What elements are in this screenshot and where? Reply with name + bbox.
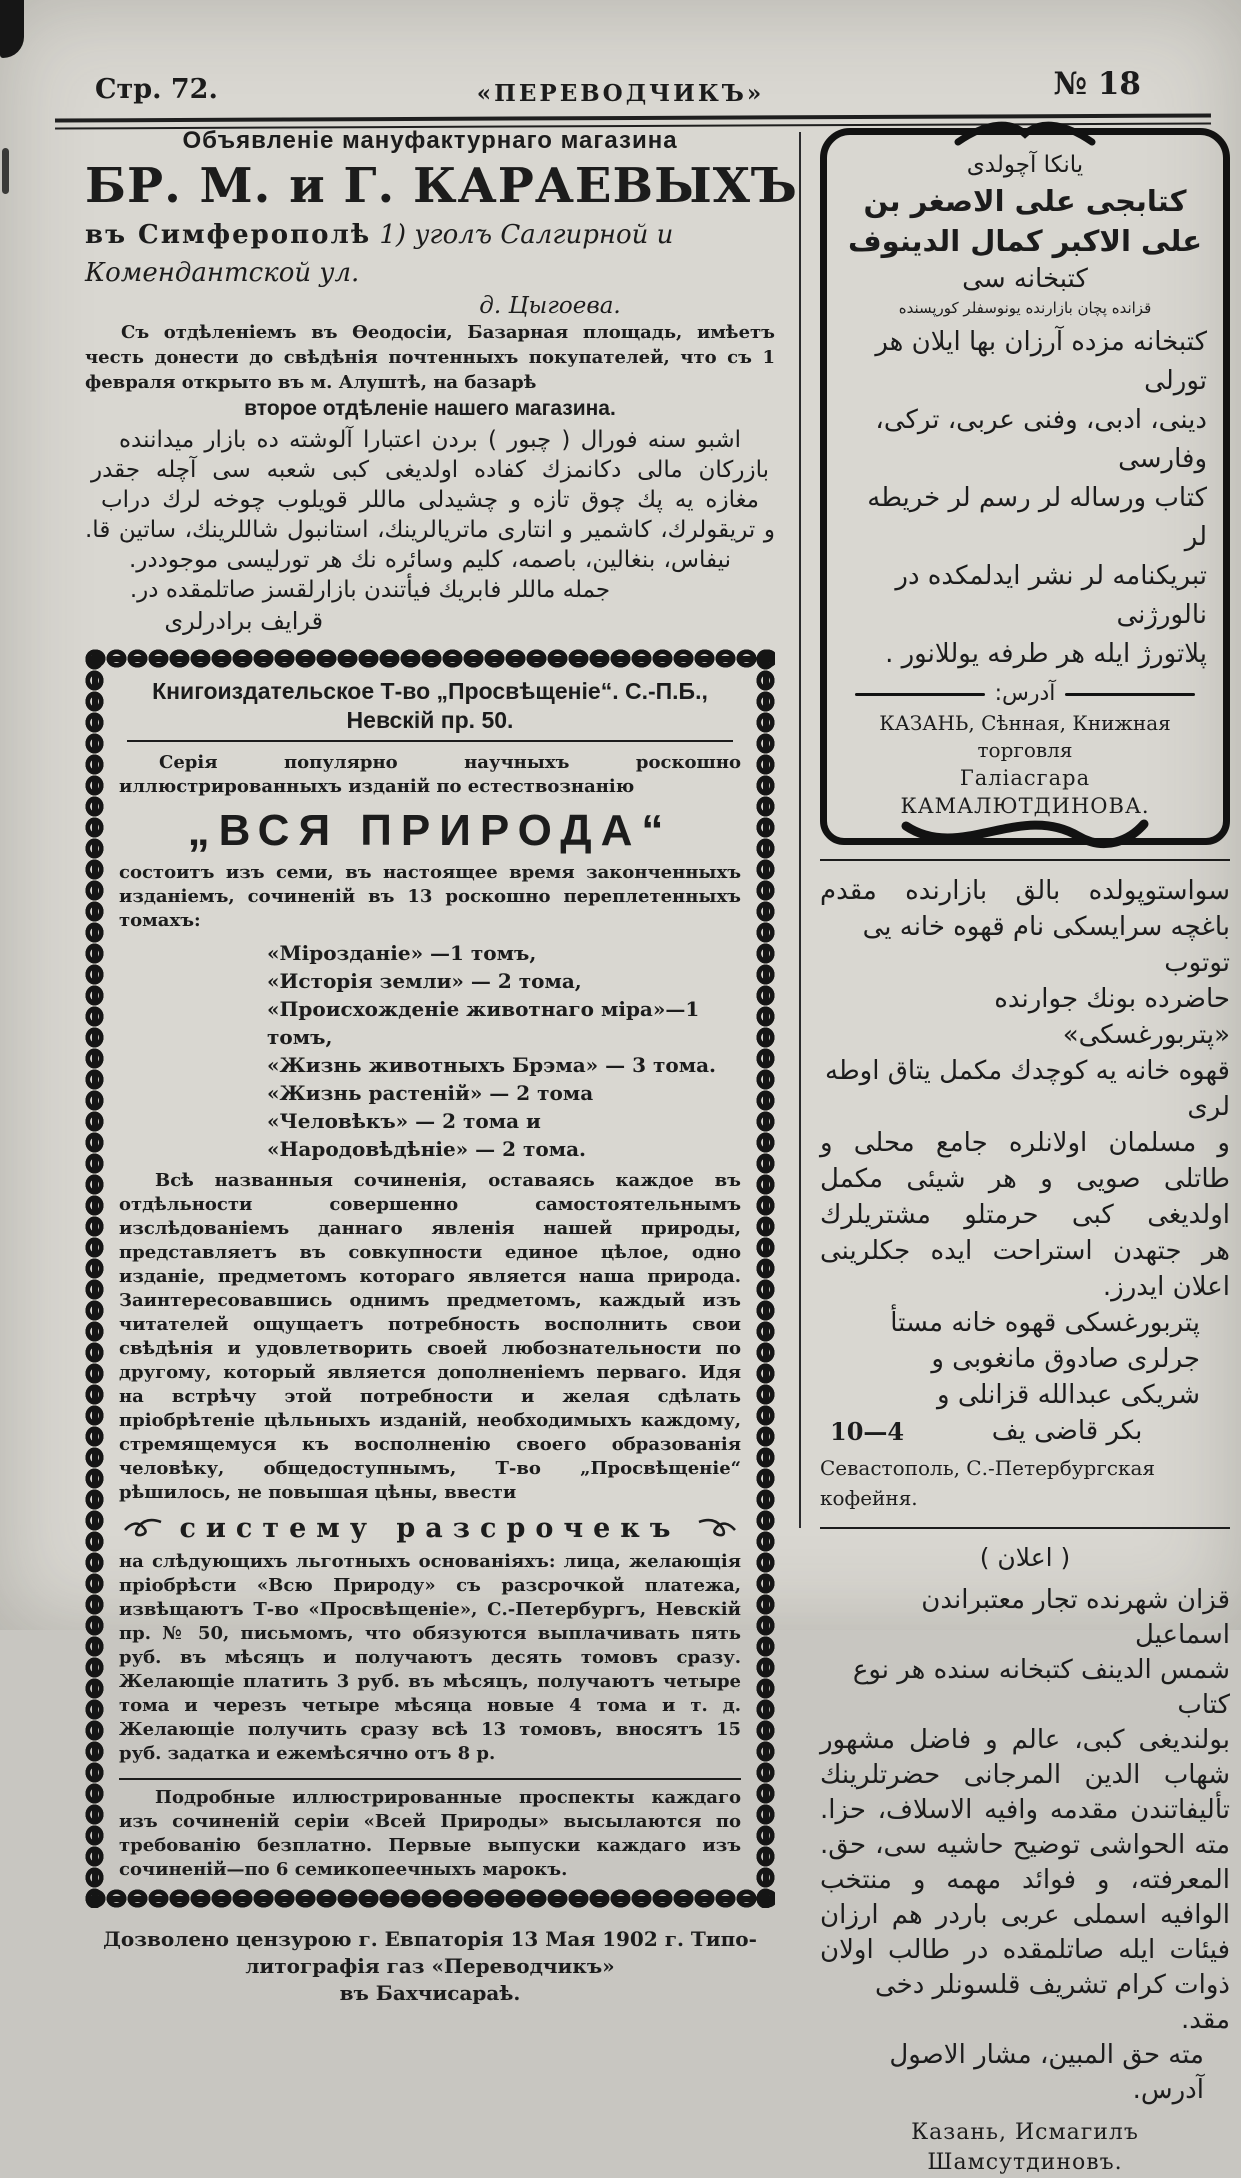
announcement-line: مته حق المبين، مشار الاصول آدرس. [889,2040,1204,2105]
scan-artifact [0,0,24,58]
announcement-line: الوافيه اسملى عربى باردر هم ارزان [820,1900,1230,1930]
karaev-arabic-line: نيفاس، بنغالين، باصمه، كليم وسائره نك هر تورليسى موجوددر. [129,547,731,573]
announcement-line: شهاب الدين المرجانى حضرتلرينك [820,1760,1230,1790]
volume-item: «Мірозданіе» —1 томъ, [267,941,537,965]
karaev-kicker: Объявленіе мануфактурнаго магазина [182,127,678,154]
volume-item: «Исторія земли» — 2 тома, [267,969,582,993]
bookstore-body-line: كتاب ورساله لر رسم لر خريطه لر [867,483,1207,552]
announcement-line: شمس الدينف كتبخانه سنده هر نوع كتاب [852,1655,1230,1720]
karaev-ad [85,126,798,637]
bazaar-location-line: قزانده پچان بازارنده يونوسفلر كورپسنده [898,299,1152,317]
announcement-footer: Казань, Исмагилъ Шамсутдиновъ. [911,2120,1139,2175]
karaev-emphasis-line: второе отдѣленіе нашего магазина. [244,397,616,420]
coffeehouse-line: اعلان ايدرز. [1102,1272,1230,1302]
coffeehouse-code-row [820,1413,1230,1449]
karaev-arabic-line: جمله ماللر فابريك فيأتندن بازارلقسز صاتلمقده در. [129,577,611,603]
address-dash [855,693,985,696]
scan-artifact [2,148,9,194]
coffeehouse-line: اولديغى كبى حرمتلو مشتريلرك [820,1200,1230,1230]
newly-opened-line: يانكا آچولدى [966,152,1084,178]
prosveshchenie-ad [85,649,775,1908]
karaev-signature: قرايف برادرلرى [164,607,324,635]
series-paragraph: Всѣ названныя сочиненія, оставаясь каждое въ отдѣльности совершенно самостоятельнымъ изслѣдованіемъ даннаго явленія нашей природы, представляетъ въ совкупности единое цѣлое, одно изданіе, предметомъ котораго является наша природа. Заинтересовавшись однимъ предметомъ, каждый изъ читателей ощущаетъ потребность восполнить свои свѣдѣнія и удовлетворить своей любознательности по другому, который является дополненіемъ перваго. Идя на встрѣчу этой потребности и желая сдѣлать пріобрѣтеніе цѣльныхъ изданій, необходимыхъ каждому, стремящемуся къ восполненію своего образованія человѣку, общедоступнымъ, Т-во „Просвѣщеніе“ рѣшилось, не повышая цѣны, ввести [119,1170,741,1503]
coffeehouse-line: سواستوپولده بالق بازارنده مقدم [820,876,1230,906]
karaev-arabic-line: و تريقولرك، كاشمير و انتارى ماتريالرينك، استانبول شاللرينك، ساتين قا. [85,517,775,543]
announcement-heading: ( اعلان ) [979,1543,1071,1572]
karaev-arabic-text [85,425,775,637]
karaev-body-text: Съ отдѣленіемъ въ Ѳеодосіи, Базарная площадь, имѣетъ честь донести до свѣдѣнія почтенныхъ покупателей, что съ 1 февраля открыто въ м. Алуштѣ, на базарѣ [85,322,775,393]
bookstore-body-line: كتبخانه مزده آرزان بها ايلان هر تورلى [875,327,1207,396]
chain-border-left [85,649,104,1908]
address-label: آدرس: [994,681,1056,706]
kamaletdinov-ad-frame [820,128,1230,845]
address-line: Галіасгара КАМАЛЮТДИНОВА. [900,766,1150,818]
coffeehouse-line: هر جتهدن استراحت ايده جكلرينى [820,1236,1230,1266]
bookseller-calligraphy: كتابجى على الاصغر بن على الاكبر كمال الدينوف [847,184,1203,258]
coffeehouse-ad [820,873,1230,1513]
fleuron-icon [123,1518,163,1540]
karaev-location-street: 1) уголъ Салгирной и Комендантской ул. [85,220,674,288]
karaev-location [85,216,775,292]
coffeehouse-line: باغچه سرايسكى نام قهوه خانه يى توتوب [862,912,1230,978]
frame-wave-ornament [900,816,1150,862]
coffeehouse-signature-line: شريكى عبدالله قزانلى و [937,1380,1200,1410]
announcement-line: بولنديغى كبى، عالم و فاضل مشهور [820,1725,1230,1755]
issue-number: № 18 [1053,66,1141,102]
volume-item: «Происхожденіе животнаго міра»—1 томъ, [267,997,700,1049]
installment-heading: систему разсрочекъ [179,1513,681,1544]
volume-item: «Жизнь растеній» — 2 тома [267,1081,594,1105]
shamsutdinov-ad [820,1541,1230,2178]
chain-border-top [85,649,775,668]
announcement-line: تأليفاتندن مقدمه وافيه الاسلاف، حزا. [820,1795,1230,1825]
karaev-location-house: д. Цыгоева. [479,293,621,319]
page-number-label: Стр. 72. [95,74,218,105]
installment-heading-row [119,1513,741,1544]
coffeehouse-signature-line: جرلرى صادوق مانغوبى و [931,1344,1200,1374]
volume-item: «Жизнь животныхъ Брэма» — 3 тома. [267,1053,717,1077]
frame-scroll-ornament [950,118,1100,146]
volume-item: «Человѣкъ» — 2 тома и [267,1109,541,1133]
karaev-arabic-line: مغازه يه پك چوق تازه و چشيدلى ماللر قويلوب چوخه لرك دراب [101,487,759,513]
coffeehouse-signature-line: پتربورغسكى قهوه خانه مستأ [890,1308,1200,1338]
announcement-line: قزان شهرنده تجار معتبراندن اسماعيل [921,1585,1230,1650]
announcement-line: فيئات ايله صاتلمقده در طالب اولان [820,1935,1230,1965]
volume-list [267,939,741,1163]
section-rule [119,1778,741,1780]
address-label-row [855,680,1195,708]
masthead-title: «ПЕРЕВОДЧИКЪ» [476,80,765,107]
coffeehouse-footer: Севастополь, С.-Петербургская кофейня. [820,1456,1156,1510]
coffeehouse-line: قهوه خانه يه كوچدك مكمل يتاق اوطه لرى [825,1056,1230,1122]
announcement-line: المعرفته، و فوائد مهمه و منتخب [820,1865,1230,1895]
section-rule [820,1527,1230,1529]
bookstore-word: كتبخانه سى [962,264,1088,294]
prospectus-paragraph: Подробные иллюстрированные проспекты каждаго изъ сочиненій серіи «Всей Природы» высылаются по требованію безплатно. Первые выпуски каждаго изъ сочиненій—по 6 семикопеечныхъ марокъ. [119,1787,741,1880]
ad-run-code: 10—4 [830,1416,905,1446]
series-intro: Серія популярно научныхъ роскошно иллюстрированныхъ изданій по естествознанію [119,752,741,797]
series-title: „ВСЯ ПРИРОДА“ [187,806,673,855]
announcement-line: مته الحواشى توضيح حاشيه سى، حق. [820,1830,1230,1860]
chain-border-right [756,649,775,1908]
karaev-arabic-line: اشبو سنه فورال ( چبور ) بردن اعتبارا آلوشته ده بازار ميداننده [119,427,741,453]
bookstore-body [839,323,1211,674]
bookstore-body-line: پلاتورژ ايله هر طرفه يوللانور . [885,639,1207,669]
publisher-header-rule [127,740,733,742]
volume-item: «Народовѣдѣніе» — 2 тома. [267,1137,586,1161]
address-line: КАЗАНЬ, Сѣнная, Книжная торговля [879,711,1171,762]
bookstore-body-line: تبريكنامه لر نشر ايدلمكده در نالورژنى [895,561,1207,630]
coffeehouse-line: طاتلى صويى و هر شيئى مكمل [820,1164,1230,1194]
chain-border-bottom [85,1889,775,1908]
karaev-location-city: въ Симферополѣ [85,220,372,250]
censor-imprint-line: Дозволено цензурою г. Евпаторія 13 Мая 1902 г. Типо-литографія газ «Переводчикъ» [103,1927,757,1978]
coffeehouse-signature-line: بكر قاضى يف [991,1416,1143,1446]
coffeehouse-line: و مسلمان اولانلره جامع محلى و [820,1128,1230,1158]
address-dash [1065,693,1195,696]
series-description: состоитъ изъ семи, въ настоящее время законченныхъ изданіемъ, сочиненій въ 13 роскошно переплетенныхъ томахъ: [119,862,741,931]
left-column [85,126,798,2007]
censor-imprint [85,1926,775,2007]
fleuron-icon [697,1518,737,1540]
censor-imprint-line: въ Бахчисараѣ. [339,1981,521,2005]
announcement-line: ذوات كرام تشريف قلسونلر دخى مقد. [874,1970,1230,2035]
right-column [820,128,1230,2178]
karaev-arabic-line: بازركان مالى دكانمزك كفاده اولديغى كبى شعبه سى آچله جقدر [91,457,769,483]
bookstore-body-line: دينى، ادبى، وفنى عربى، تركى، وفارسى [875,405,1207,474]
coffeehouse-line: حاضرده بونك جوارنده «پتربورغسكى» [994,984,1230,1050]
karaev-title: БР. М. и Г. КАРАЕВЫХЪ [85,158,798,214]
installment-terms: на слѣдующихъ льготныхъ основаніяхъ: лица, желающія пріобрѣсти «Всю Природу» съ разсрочкой платежа, извѣщаютъ Т-во «Просвѣщеніе», С.-Петербургъ, Невскій пр. № 50, письмомъ, что обязуются выплачивать пять руб. въ мѣсяцъ и получаютъ десять томовъ сразу. Желающіе платить 3 руб. въ мѣсяцъ, получаютъ четыре тома и черезъ четыре мѣсяца новые 4 тома и т. д. Желающіе получить сразу всѣ 13 томовъ, вносятъ 15 руб. задатка и ежемѣсячно отъ 8 р. [119,1551,741,1764]
publisher-header: Книгоиздательское Т-во „Просвѣщеніе“. С.-П.Б., Невскій пр. 50. [152,678,708,733]
column-divider [799,132,801,1528]
